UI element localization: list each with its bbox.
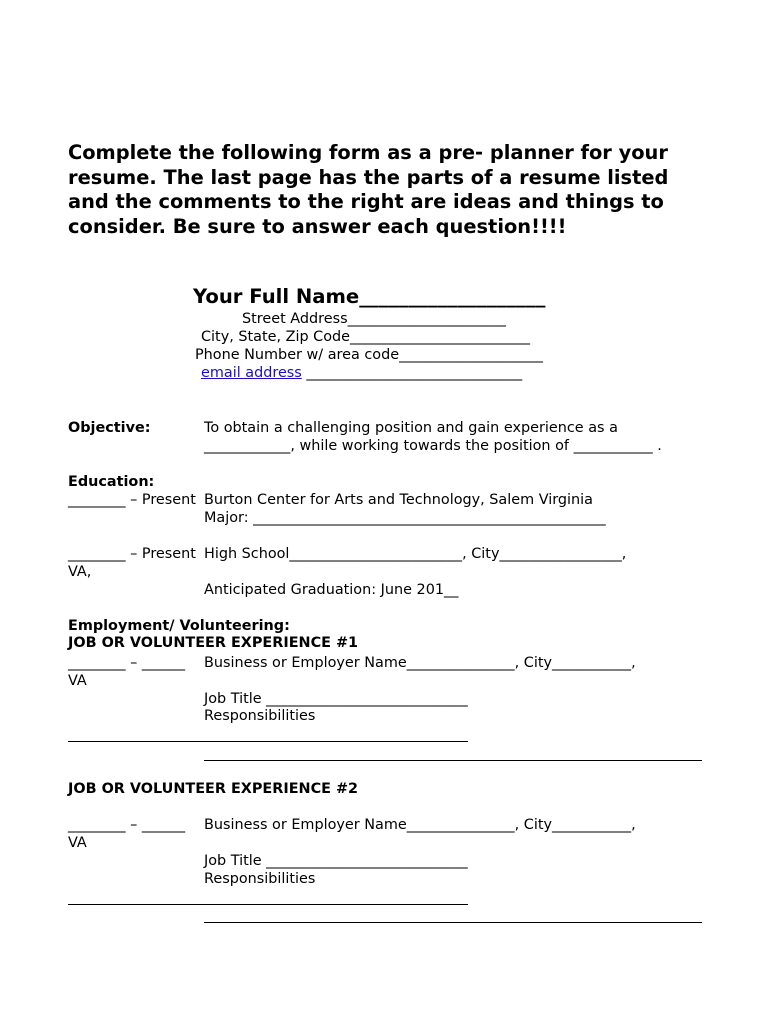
education-1-major: Major: _________________________________________________: [204, 510, 606, 526]
objective-label: Objective:: [68, 420, 151, 436]
job-1-title: Job Title ____________________________: [204, 691, 468, 707]
job-2-title: Job Title ____________________________: [204, 853, 468, 869]
job-1-blank-line: [204, 760, 702, 761]
street-address-field: Street Address______________________: [242, 311, 506, 327]
intro-line: and the comments to the right are ideas and things to: [68, 190, 664, 213]
education-1-dates: ________ – Present: [68, 492, 196, 508]
education-2-state: VA,: [68, 564, 92, 580]
education-label: Education:: [68, 474, 155, 490]
city-state-zip-field: City, State, Zip Code_________________________: [201, 329, 530, 345]
job-1-blank-line: [68, 741, 468, 742]
email-address-link[interactable]: email address: [201, 365, 302, 381]
employment-label: Employment/ Volunteering:: [68, 618, 290, 634]
education-2-dates: ________ – Present: [68, 546, 196, 562]
job-1-heading: JOB OR VOLUNTEER EXPERIENCE #1: [68, 635, 359, 651]
full-name-field: Your Full Name___________________: [193, 285, 546, 308]
objective-line-2: ____________, while working towards the position of ___________ .: [204, 438, 662, 454]
intro-line: resume. The last page has the parts of a resume listed: [68, 165, 669, 189]
intro-line: consider. Be sure to answer each question!!!!: [68, 214, 567, 238]
job-2-dates: ________ – ______: [68, 817, 186, 833]
intro-line: Complete the following form as a pre- planner for your: [68, 141, 668, 164]
education-2-school: High School________________________, City_________________,: [204, 546, 627, 562]
education-1-school: Burton Center for Arts and Technology, Salem Virginia: [204, 492, 593, 508]
objective-line-1: To obtain a challenging position and gain experience as a: [204, 420, 618, 436]
email-field: [201, 364, 522, 382]
job-2-state: VA: [68, 835, 87, 851]
job-2-blank-line: [204, 922, 702, 923]
graduation-date: Anticipated Graduation: June 201__: [204, 582, 459, 598]
job-2-blank-line: [68, 904, 468, 905]
job-2-responsibilities: Responsibilities: [204, 871, 316, 887]
job-1-state: VA: [68, 673, 87, 689]
job-2-employer: Business or Employer Name_______________, City___________,: [204, 817, 636, 833]
job-2-heading: JOB OR VOLUNTEER EXPERIENCE #2: [68, 781, 359, 797]
job-1-dates: ________ – ______: [68, 655, 186, 671]
intro-paragraph: [68, 141, 718, 239]
phone-number-field: Phone Number w/ area code____________________: [195, 347, 544, 363]
job-1-employer: Business or Employer Name_______________, City___________,: [204, 655, 636, 671]
job-1-responsibilities: Responsibilities: [204, 708, 316, 724]
email-blank: ______________________________: [301, 365, 523, 381]
